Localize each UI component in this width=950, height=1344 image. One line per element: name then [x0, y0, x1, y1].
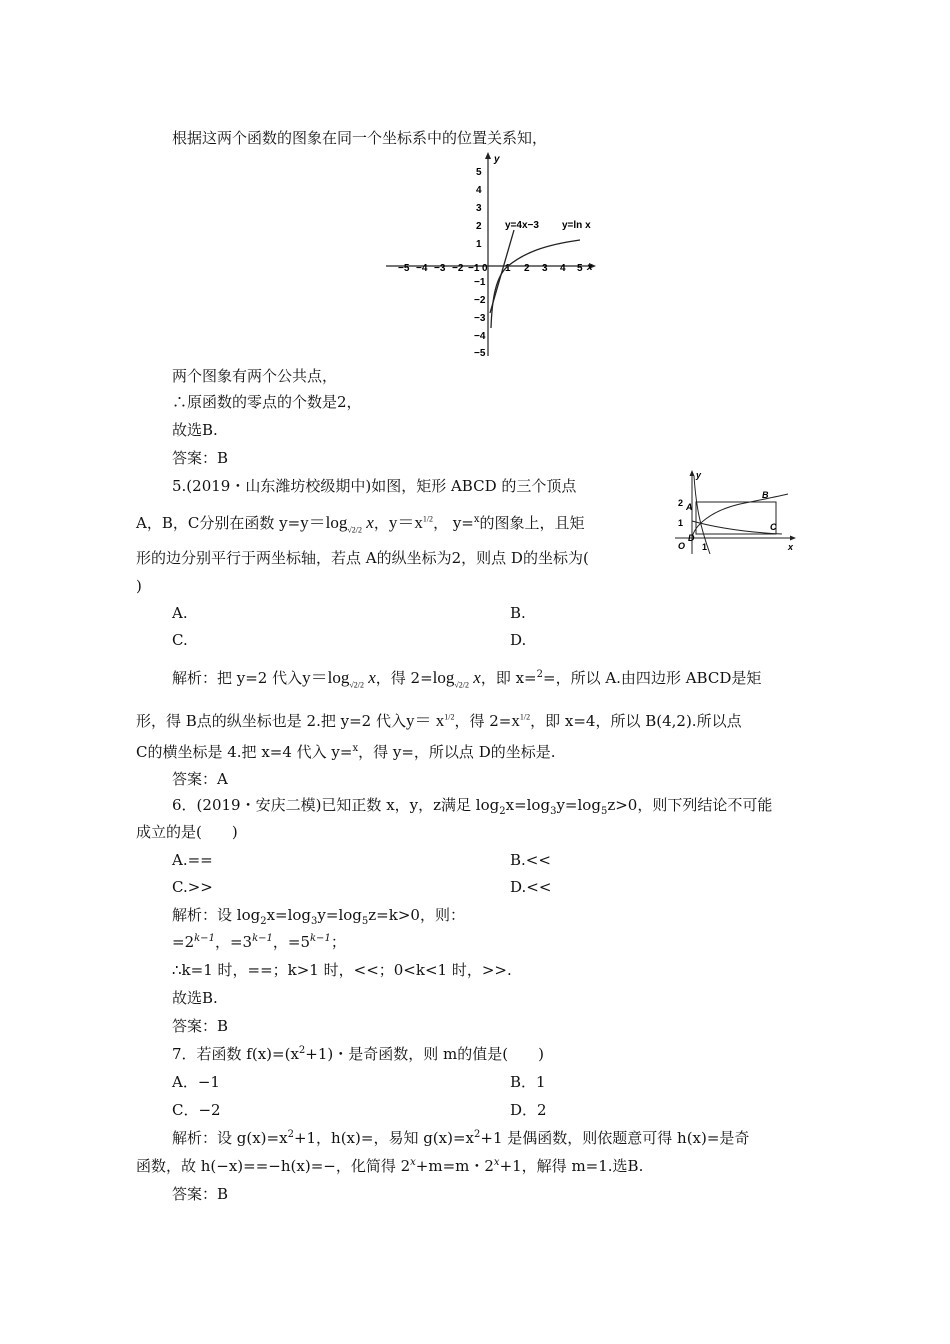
curve-ln-x [491, 240, 580, 328]
svg-text:2: 2 [678, 498, 684, 508]
q6-option-d: D.<< [510, 878, 552, 896]
q5-log-expr: $y=\log_{√2/2}$ x [300, 513, 374, 535]
q6-option-c: C.>> [172, 878, 213, 896]
y-tick: −4 [474, 331, 486, 342]
q6-answer: 答案：B [172, 1017, 229, 1035]
rectangle-figure [670, 466, 800, 556]
svg-text:A: A [686, 502, 693, 512]
svg-text:B: B [762, 490, 769, 500]
q7-sol1: 解析：设 $g(x)=x^2+1$，h(x)=，易知 $g(x)=x^2+1$ 是偶函数，则依题意可得 h(x)=是奇 [172, 1129, 750, 1147]
q6-option-b: B.<< [510, 851, 551, 869]
svg-text:x: x [788, 542, 794, 552]
q7-option-b: B．1 [510, 1073, 546, 1091]
y-tick: −2 [474, 295, 486, 306]
q5-pow-expr: $y=x^{1/2}$ [388, 513, 434, 532]
q5-option-a: A. [172, 604, 188, 622]
q5-sol2: 形，得 B点的纵坐标也是 2.把 y=2 代入$y= x^{1/2}$，得 $2=x^{1/2}$，即 x=4，所以 B(4,2).所以点 [136, 711, 742, 730]
q6-sol1: 解析：设 $\log_2x=\log_3y=\log_5z=k>0$，则： [172, 906, 465, 927]
q6-line1: 6．(2019・安庆二模)已知正数 x，y，z满足 $\log_2x=\log_3y=\log_5z>0$，则下列结论不可能 [172, 796, 773, 817]
y-tick: −5 [474, 348, 486, 358]
x-tick: 4 [560, 263, 566, 274]
q7-sol2: 函数，故 h(−x)==−h(x)=−，化简得 $2^x+m=m$・$2^x+1$，解得 m=1.选B. [136, 1157, 644, 1175]
q5-answer: 答案：A [172, 770, 228, 788]
y-tick: 4 [476, 185, 482, 196]
q4-answer: 答案：B [172, 449, 229, 467]
q6-sol3: ∴k=1 时，==；k>1 时，<<；0<k<1 时，>>. [172, 961, 512, 979]
q7-option-a: A．−1 [172, 1073, 220, 1091]
x-tick: 5 [577, 263, 583, 274]
q7-answer: 答案：B [172, 1185, 229, 1203]
y-tick: −3 [474, 313, 486, 324]
svg-text:C: C [770, 522, 777, 532]
q5-option-d: D. [510, 631, 527, 649]
x-tick: 0 [482, 263, 488, 274]
q7-option-c: C．−2 [172, 1101, 221, 1119]
svg-text:y: y [696, 470, 702, 480]
x-tick: −3 [434, 263, 446, 274]
function-graph [384, 148, 604, 358]
svg-text:1: 1 [702, 542, 708, 552]
y-tick: 3 [476, 203, 482, 214]
y-tick: 2 [476, 221, 482, 232]
x-tick: −2 [452, 263, 464, 274]
y-axis-arrow [485, 152, 491, 159]
line-label: y=4x−3 [505, 220, 539, 231]
y-axis-label: y [494, 154, 500, 165]
rect-abcd [696, 502, 776, 534]
intro-text: 根据这两个函数的图象在同一个坐标系中的位置关系知， [172, 129, 548, 147]
x-tick: 3 [542, 263, 548, 274]
q5-sol3: C的横坐标是 4.把 x=4 代入 y=$^x$，得 y=，所以点 D的坐标是. [136, 743, 556, 761]
q5-line2: A，B，C分别在函数 $y=y=\log_{√2/2}$ x，$y=x^{1/2}$， y=$^x$的图象上，且矩 [136, 513, 585, 535]
x-tick: −4 [416, 263, 428, 274]
fig-exp-curve [692, 521, 782, 534]
q5-line3: 形的边分别平行于两坐标轴，若点 A的纵坐标为2，则点 D的坐标为( [136, 549, 589, 567]
svg-text:D: D [688, 533, 695, 543]
q6-sol2: $=2^{k-1}$，$=3^{k-1}$，$=5^{k-1}$； [172, 933, 346, 951]
y-tick: 1 [476, 239, 482, 250]
q5-sol1: 解析：把 y=2 代入$y=\log_{√2/2}$ x，得 $2=\log_{√2/2}$ x，即 x=$^2$=，所以 A.由四边形 ABCD是矩 [172, 668, 762, 690]
x-tick: 1 [505, 263, 511, 274]
q5-line4: ) [136, 577, 142, 595]
x-tick: −1 [468, 263, 480, 274]
svg-text:O: O [678, 541, 686, 551]
curve-label: y=ln x [562, 220, 591, 231]
x-tick: −5 [398, 263, 410, 274]
q4-line1: 两个图象有两个公共点， [172, 367, 338, 385]
q5-option-c: C. [172, 631, 188, 649]
q5-line2-a: A，B，C分别在函数 y= [136, 514, 301, 532]
q7-line1: 7．若函数 $f(x)=(x^2+1)$・是奇函数，则 m的值是( ) [172, 1045, 544, 1063]
q7-option-d: D．2 [510, 1101, 547, 1119]
q6-line2: 成立的是( ) [136, 823, 238, 841]
y-tick: 5 [476, 167, 482, 178]
q6-option-a: A.== [172, 851, 213, 869]
y-tick: −1 [474, 277, 486, 288]
q4-line2: ∴原函数的零点的个数是2， [172, 393, 362, 411]
q5-line1: 5.(2019・山东潍坊校级期中)如图，矩形 ABCD 的三个顶点 [172, 477, 577, 495]
q4-line3: 故选B. [172, 421, 218, 439]
x-tick: 2 [524, 263, 530, 274]
q6-choose: 故选B. [172, 989, 218, 1007]
x-axis-label: x [587, 262, 593, 273]
q5-option-b: B. [510, 604, 526, 622]
svg-text:1: 1 [678, 518, 684, 528]
x-tick-labels [398, 263, 583, 274]
